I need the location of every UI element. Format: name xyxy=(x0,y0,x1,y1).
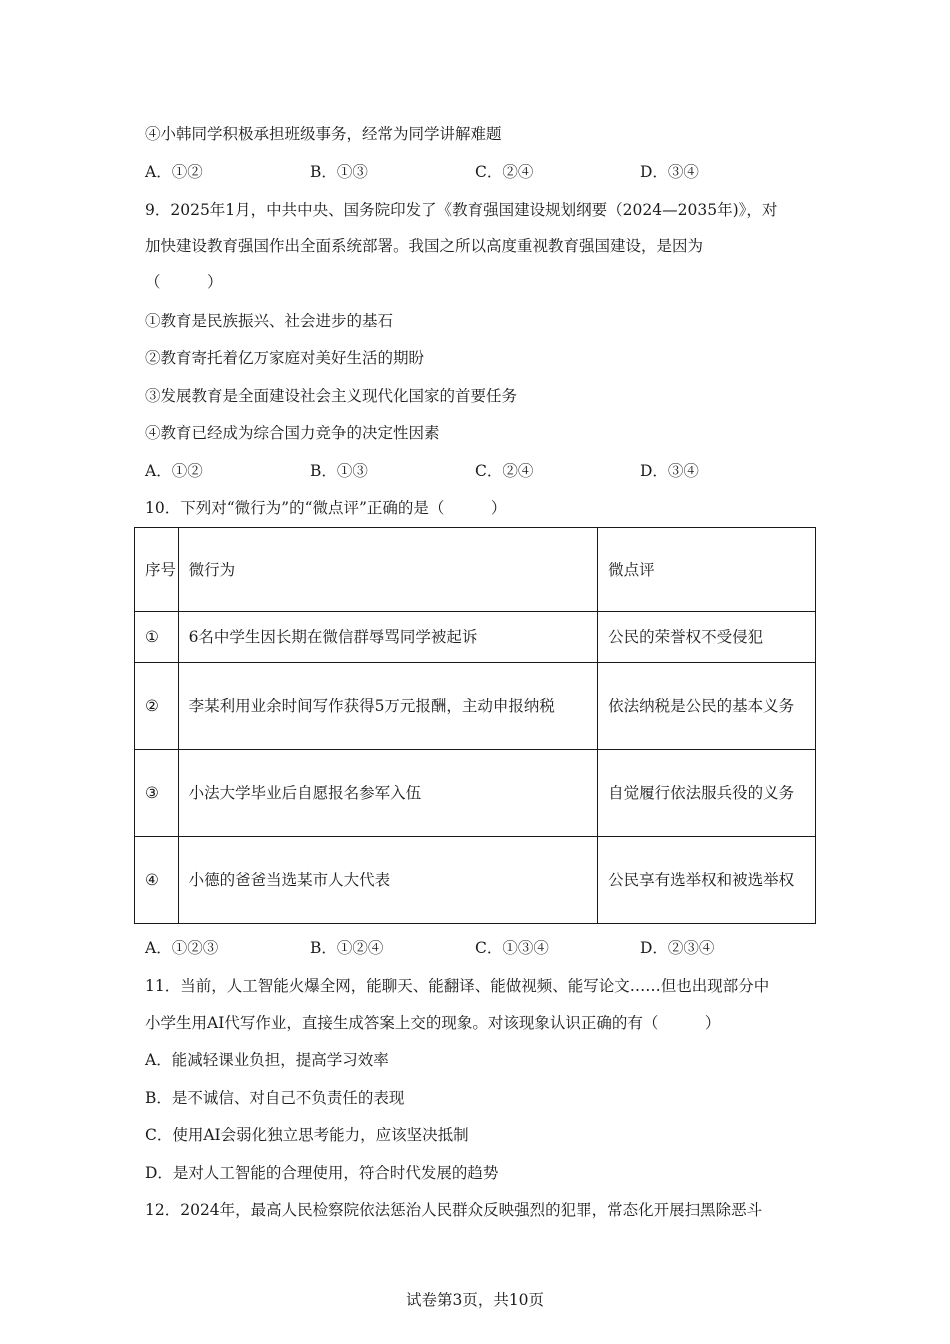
table-row xyxy=(135,750,816,837)
q9-option-4: ④教育已经成为综合国力竞争的决定性因素 xyxy=(145,424,440,442)
q10-stem: 10．下列对“微行为”的“微点评”正确的是（ ） xyxy=(145,499,507,517)
q8-option-4: ④小韩同学积极承担班级事务，经常为同学讲解难题 xyxy=(145,125,502,143)
table-header-row xyxy=(135,528,816,612)
q10-choice-a[interactable]: A．①②③ xyxy=(145,939,219,957)
q10-answer-choices xyxy=(145,938,825,958)
row-behavior: 小德的爸爸当选某市人大代表 xyxy=(178,837,598,924)
header-cell-behavior: 微行为 xyxy=(178,528,598,612)
row-comment: 依法纳税是公民的基本义务 xyxy=(598,663,816,750)
q8-choice-b[interactable]: B．①③ xyxy=(310,163,368,181)
row-behavior: 小法大学毕业后自愿报名参军入伍 xyxy=(178,750,598,837)
q11-choice-d[interactable]: D．是对人工智能的合理使用，符合时代发展的趋势 xyxy=(145,1164,499,1182)
header-cell-comment: 微点评 xyxy=(598,528,816,612)
row-comment: 自觉履行依法服兵役的义务 xyxy=(598,750,816,837)
q12-stem-line-1: 12．2024年，最高人民检察院依法惩治人民群众反映强烈的犯罪，常态化开展扫黑除恶斗 xyxy=(145,1201,763,1219)
row-comment: 公民的荣誉权不受侵犯 xyxy=(598,612,816,663)
q10-choice-b[interactable]: B．①②④ xyxy=(310,939,384,957)
q8-choice-a[interactable]: A．①② xyxy=(145,163,203,181)
row-behavior: 李某利用业余时间写作获得5万元报酬，主动申报纳税 xyxy=(178,663,598,750)
q11-stem-line-2: 小学生用AI代写作业，直接生成答案上交的现象。对该现象认识正确的有（ ） xyxy=(145,1014,721,1032)
row-comment: 公民享有选举权和被选举权 xyxy=(598,837,816,924)
table-row xyxy=(135,837,816,924)
page-footer: 试卷第3页，共10页 xyxy=(405,1291,545,1309)
q9-choice-a[interactable]: A．①② xyxy=(145,462,203,480)
q9-stem-line-2: 加快建设教育强国作出全面系统部署。我国之所以高度重视教育强国建设，是因为 xyxy=(145,237,704,255)
q10-behavior-table xyxy=(134,527,816,924)
q11-choice-a[interactable]: A．能减轻课业负担，提高学习效率 xyxy=(145,1051,389,1069)
q10-choice-d[interactable]: D．②③④ xyxy=(640,939,715,957)
q9-answer-choices xyxy=(145,461,825,481)
q9-answer-blank: （ ） xyxy=(145,273,223,291)
q8-choice-d[interactable]: D．③④ xyxy=(640,163,699,181)
row-number: ① xyxy=(135,612,179,663)
row-number: ③ xyxy=(135,750,179,837)
row-behavior: 6名中学生因长期在微信群辱骂同学被起诉 xyxy=(178,612,598,663)
q11-choice-c[interactable]: C．使用AI会弱化独立思考能力，应该坚决抵制 xyxy=(145,1126,469,1144)
q10-choice-c[interactable]: C．①③④ xyxy=(475,939,549,957)
q9-option-3: ③发展教育是全面建设社会主义现代化国家的首要任务 xyxy=(145,387,518,405)
q9-choice-b[interactable]: B．①③ xyxy=(310,462,368,480)
q11-stem-line-1: 11．当前，人工智能火爆全网，能聊天、能翻译、能做视频、能写论文……但也出现部分中 xyxy=(145,977,770,995)
q9-choice-d[interactable]: D．③④ xyxy=(640,462,699,480)
table-row xyxy=(135,663,816,750)
header-cell-number: 序号 xyxy=(135,528,179,612)
q9-option-2: ②教育寄托着亿万家庭对美好生活的期盼 xyxy=(145,349,425,367)
q9-option-1: ①教育是民族振兴、社会进步的基石 xyxy=(145,312,394,330)
q11-choice-b[interactable]: B．是不诚信、对自己不负责任的表现 xyxy=(145,1089,405,1107)
row-number: ④ xyxy=(135,837,179,924)
q9-stem-line-1: 9．2025年1月，中共中央、国务院印发了《教育强国建设规划纲要（2024—2035年)》，对 xyxy=(145,201,778,219)
table-row xyxy=(135,612,816,663)
q9-choice-c[interactable]: C．②④ xyxy=(475,462,534,480)
q8-answer-choices xyxy=(145,162,825,182)
q8-choice-c[interactable]: C．②④ xyxy=(475,163,534,181)
row-number: ② xyxy=(135,663,179,750)
